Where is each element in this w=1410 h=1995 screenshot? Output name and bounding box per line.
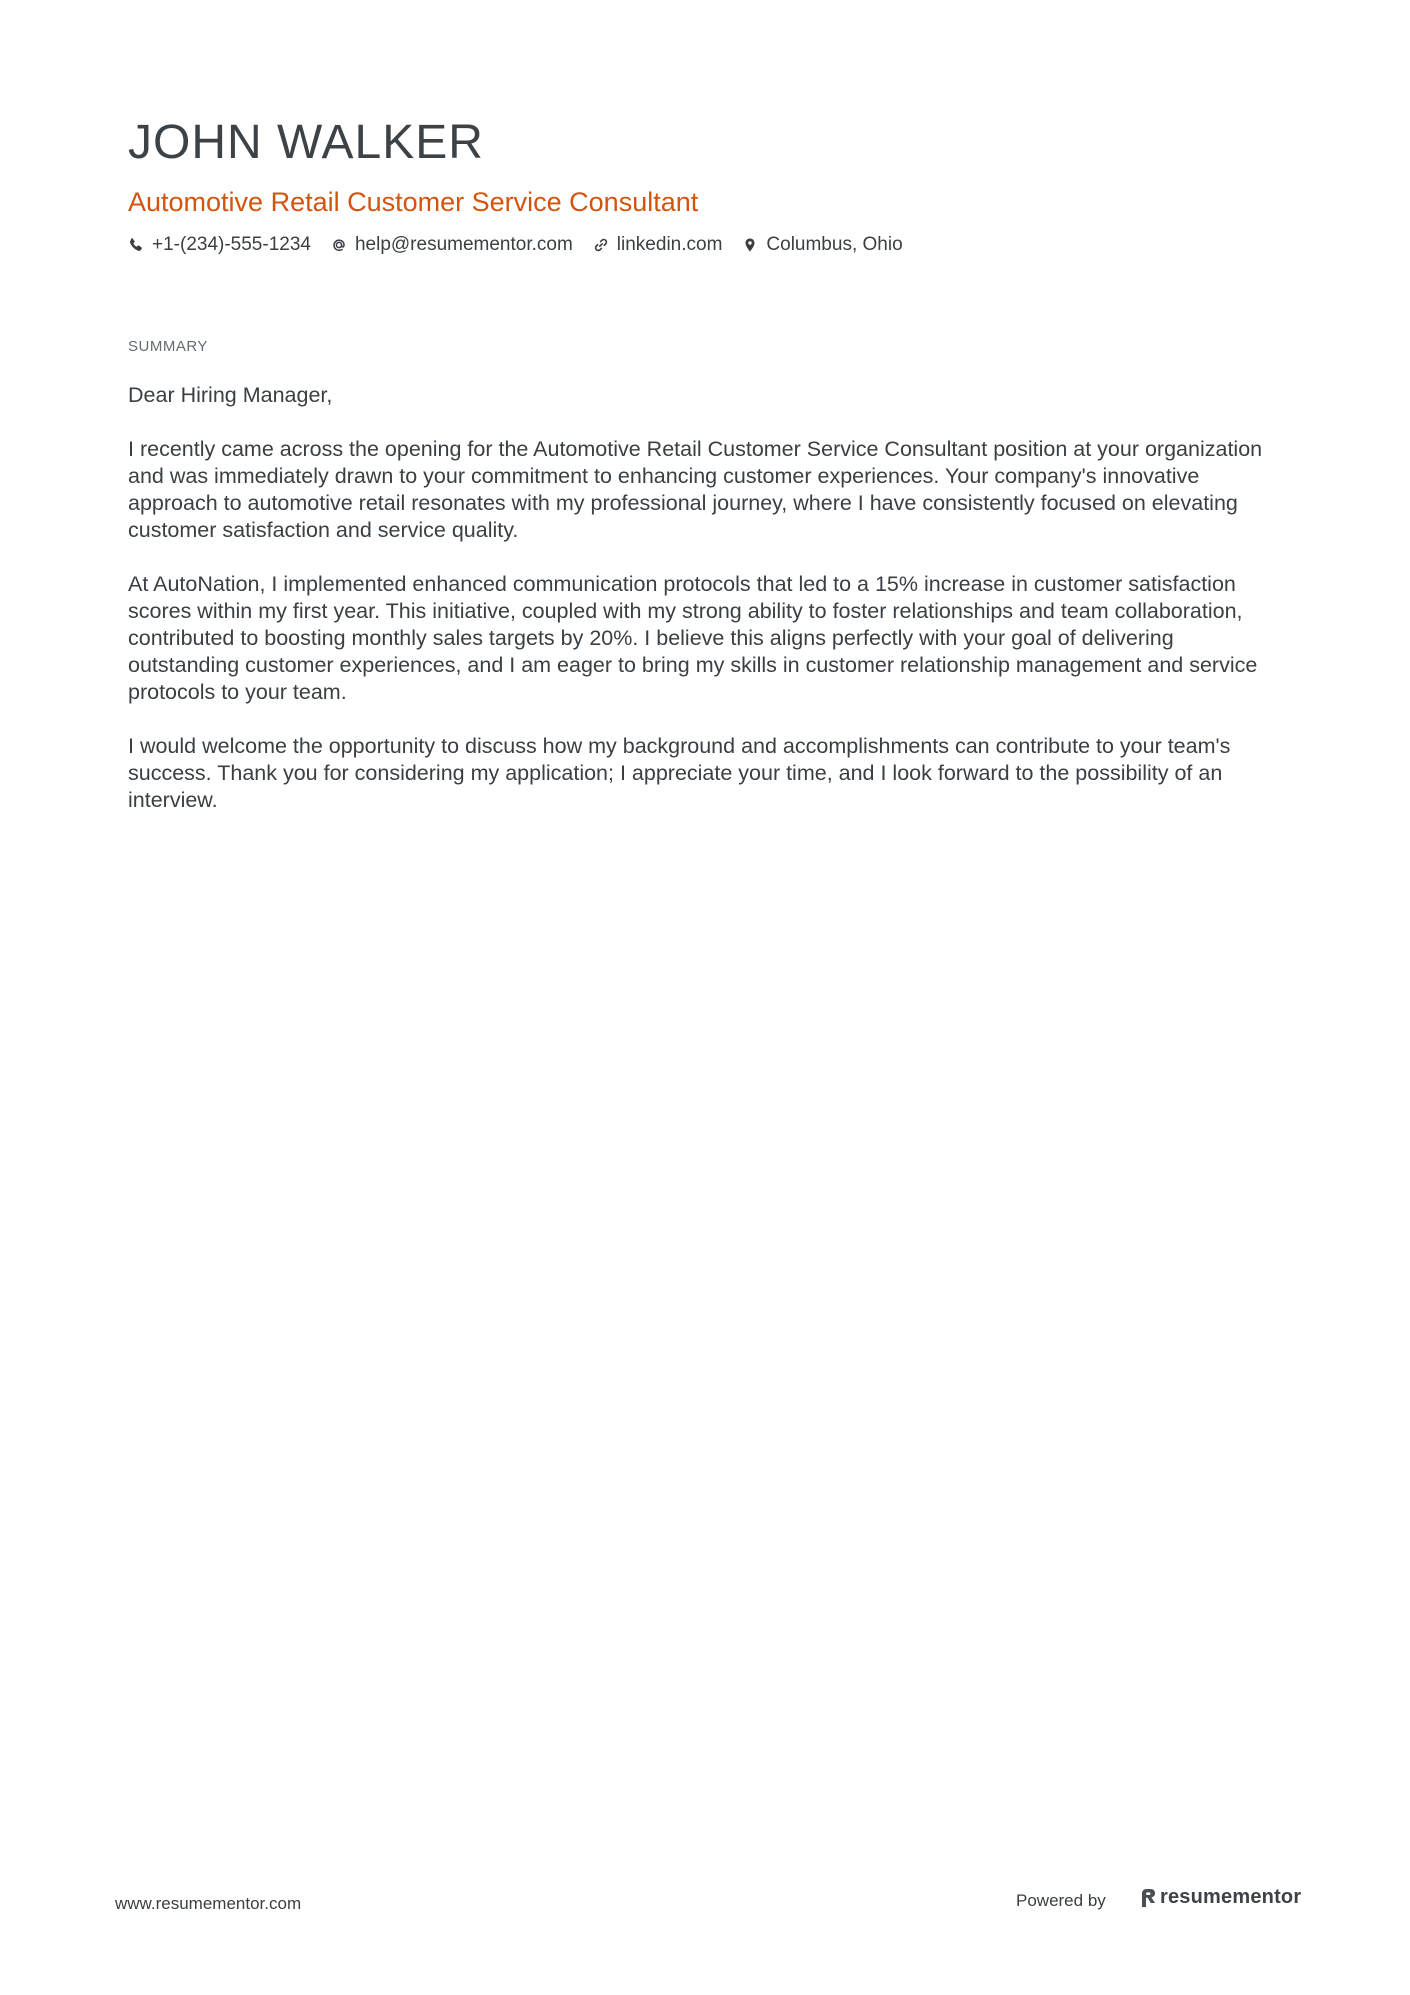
letter-paragraph: At AutoNation, I implemented enhanced communication protocols that led to a 15% increase in customer satisfaction scores within my first year. This initiative, coupled with my strong ability to foster relationships and team collaboration, contributed to boosting monthly sales targets by 20%. I believe this aligns perfectly with your goal of delivering outstanding customer experiences, and I am eager to bring my skills in customer relationship management and service protocols to your team. xyxy=(128,572,1258,704)
letter-greeting: Dear Hiring Manager, xyxy=(128,383,333,407)
link-icon xyxy=(593,237,609,253)
candidate-name: JOHN WALKER xyxy=(128,116,484,169)
job-title: Automotive Retail Customer Service Consultant xyxy=(128,187,699,217)
contact-row xyxy=(128,232,1288,258)
contact-phone xyxy=(128,232,311,258)
phone-text: +1-(234)-555-1234 xyxy=(152,234,311,255)
map-pin-icon xyxy=(742,237,758,253)
contact-location xyxy=(742,232,902,258)
phone-icon xyxy=(128,237,144,253)
brand-name: resumementor xyxy=(1160,1886,1302,1908)
section-heading-summary: SUMMARY xyxy=(128,338,208,355)
letter-paragraph: I recently came across the opening for the Automotive Retail Customer Service Consultant position at your organization and was immediately drawn to your commitment to enhancing customer experiences. Your company's innovative approach to automotive retail resonates with my professional journey, where I have consistently focused on elevating customer satisfaction and service quality. xyxy=(128,437,1263,542)
footer-website-link[interactable]: www.resumementor.com xyxy=(115,1894,302,1913)
location-text: Columbus, Ohio xyxy=(766,234,903,255)
contact-email[interactable] xyxy=(331,232,573,258)
at-sign-icon xyxy=(331,237,347,253)
letter-paragraph: I would welcome the opportunity to discuss how my background and accomplishments can contribute to your team's success. Thank you for considering my application; I appreciate your time, and I look forward to the possibility of an interview. xyxy=(128,734,1231,812)
header xyxy=(128,112,1288,258)
contact-linkedin[interactable] xyxy=(593,232,723,258)
powered-by-label: Powered by xyxy=(1016,1891,1106,1910)
email-text: help@resumementor.com xyxy=(354,234,573,255)
linkedin-text: linkedin.com xyxy=(616,234,723,255)
letter-body xyxy=(128,382,1288,841)
brand-logo[interactable] xyxy=(1140,1886,1301,1909)
resumementor-logo-icon xyxy=(1140,1887,1157,1909)
